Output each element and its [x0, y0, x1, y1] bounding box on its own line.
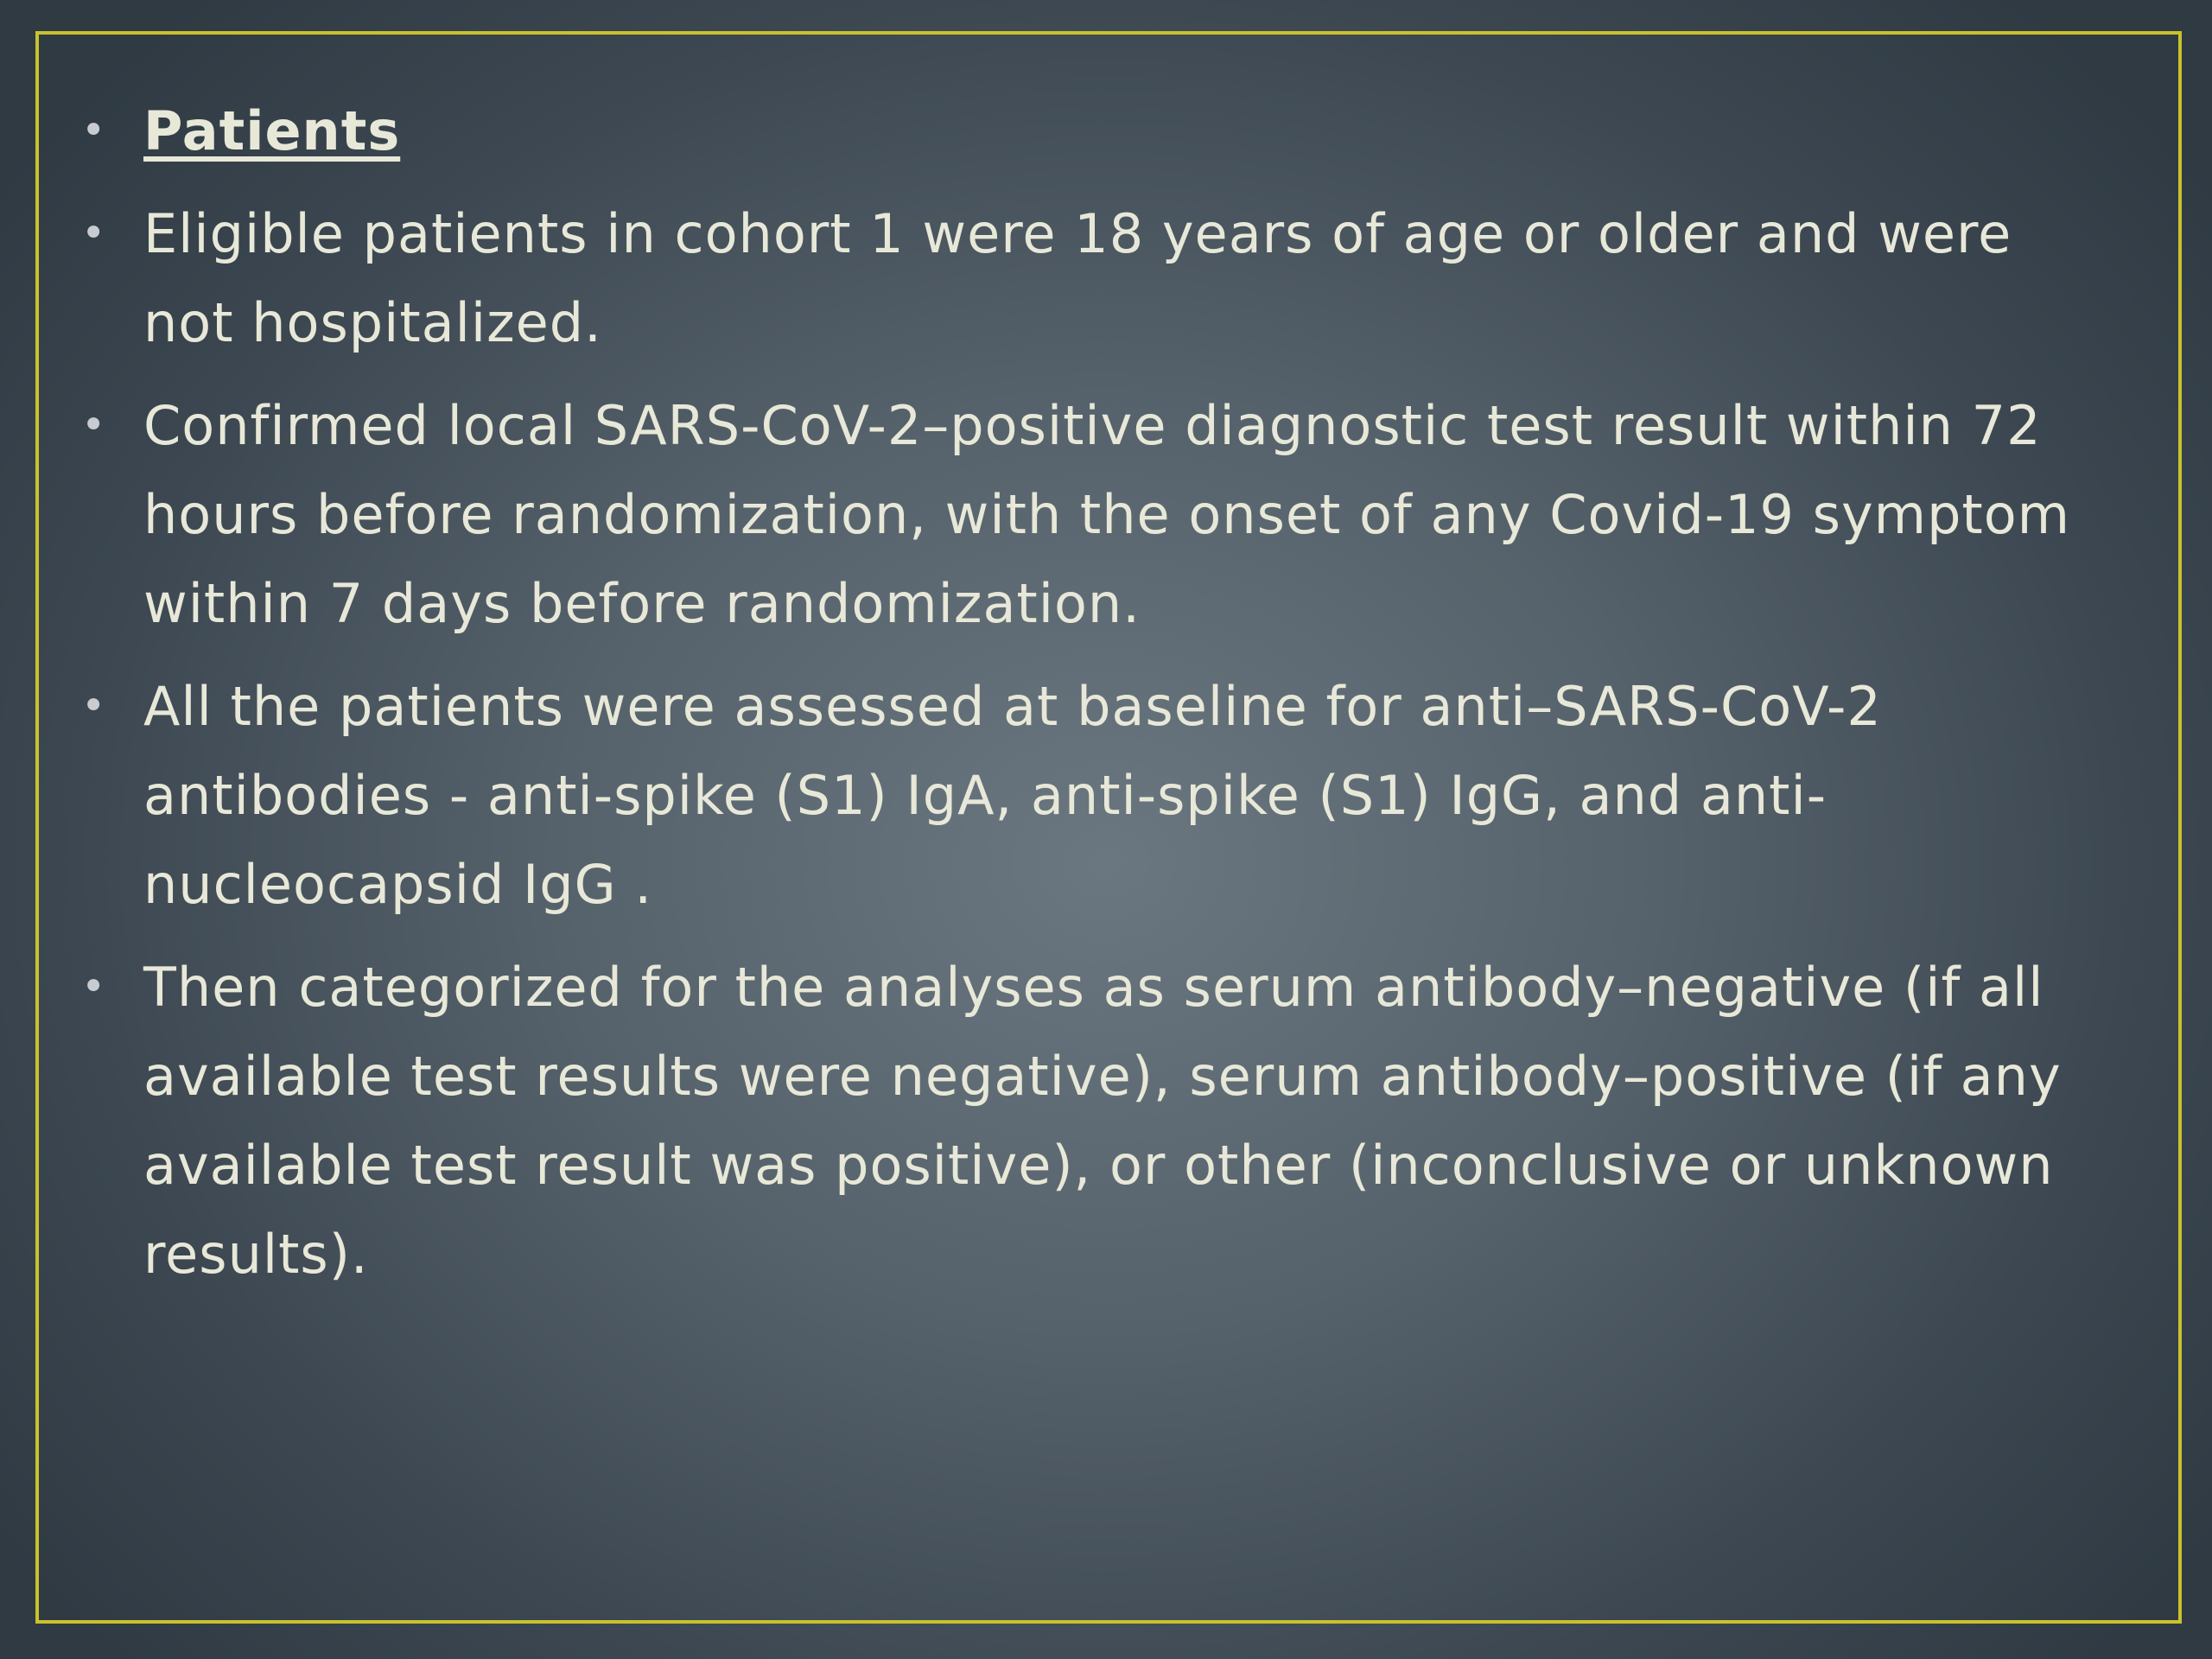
bullet-heading	[78, 86, 2091, 175]
bullet-item	[78, 189, 2091, 367]
section-heading: Patients	[143, 99, 401, 162]
bullet-dot-icon: •	[81, 401, 107, 449]
bullet-list	[78, 86, 2091, 1313]
bullet-text: All the patients were assessed at baseline for anti–SARS-CoV-2 antibodies - anti-spike (S1) IgA, anti-spike (S1) IgG, and anti-nucleocapsid IgG .	[143, 675, 1882, 916]
bullet-item	[78, 381, 2091, 648]
bullet-dot-icon: •	[81, 209, 107, 257]
bullet-item	[78, 943, 2091, 1299]
bullet-dot-icon: •	[81, 963, 107, 1011]
bullet-item	[78, 662, 2091, 929]
bullet-text: Confirmed local SARS-CoV-2–positive diagnostic test result within 72 hours before randomization, with the onset of any Covid-19 symptom within 7 days before randomization.	[143, 394, 2071, 635]
bullet-text: Then categorized for the analyses as serum antibody–negative (if all available test results were negative), serum antibody–positive (if any available test result was positive), or other (inconclusive or unknown results).	[143, 956, 2062, 1286]
bullet-text: Eligible patients in cohort 1 were 18 years of age or older and were not hospitalized.	[143, 202, 2012, 354]
bullet-dot-icon: •	[81, 682, 107, 730]
bullet-dot-icon: •	[81, 106, 107, 155]
